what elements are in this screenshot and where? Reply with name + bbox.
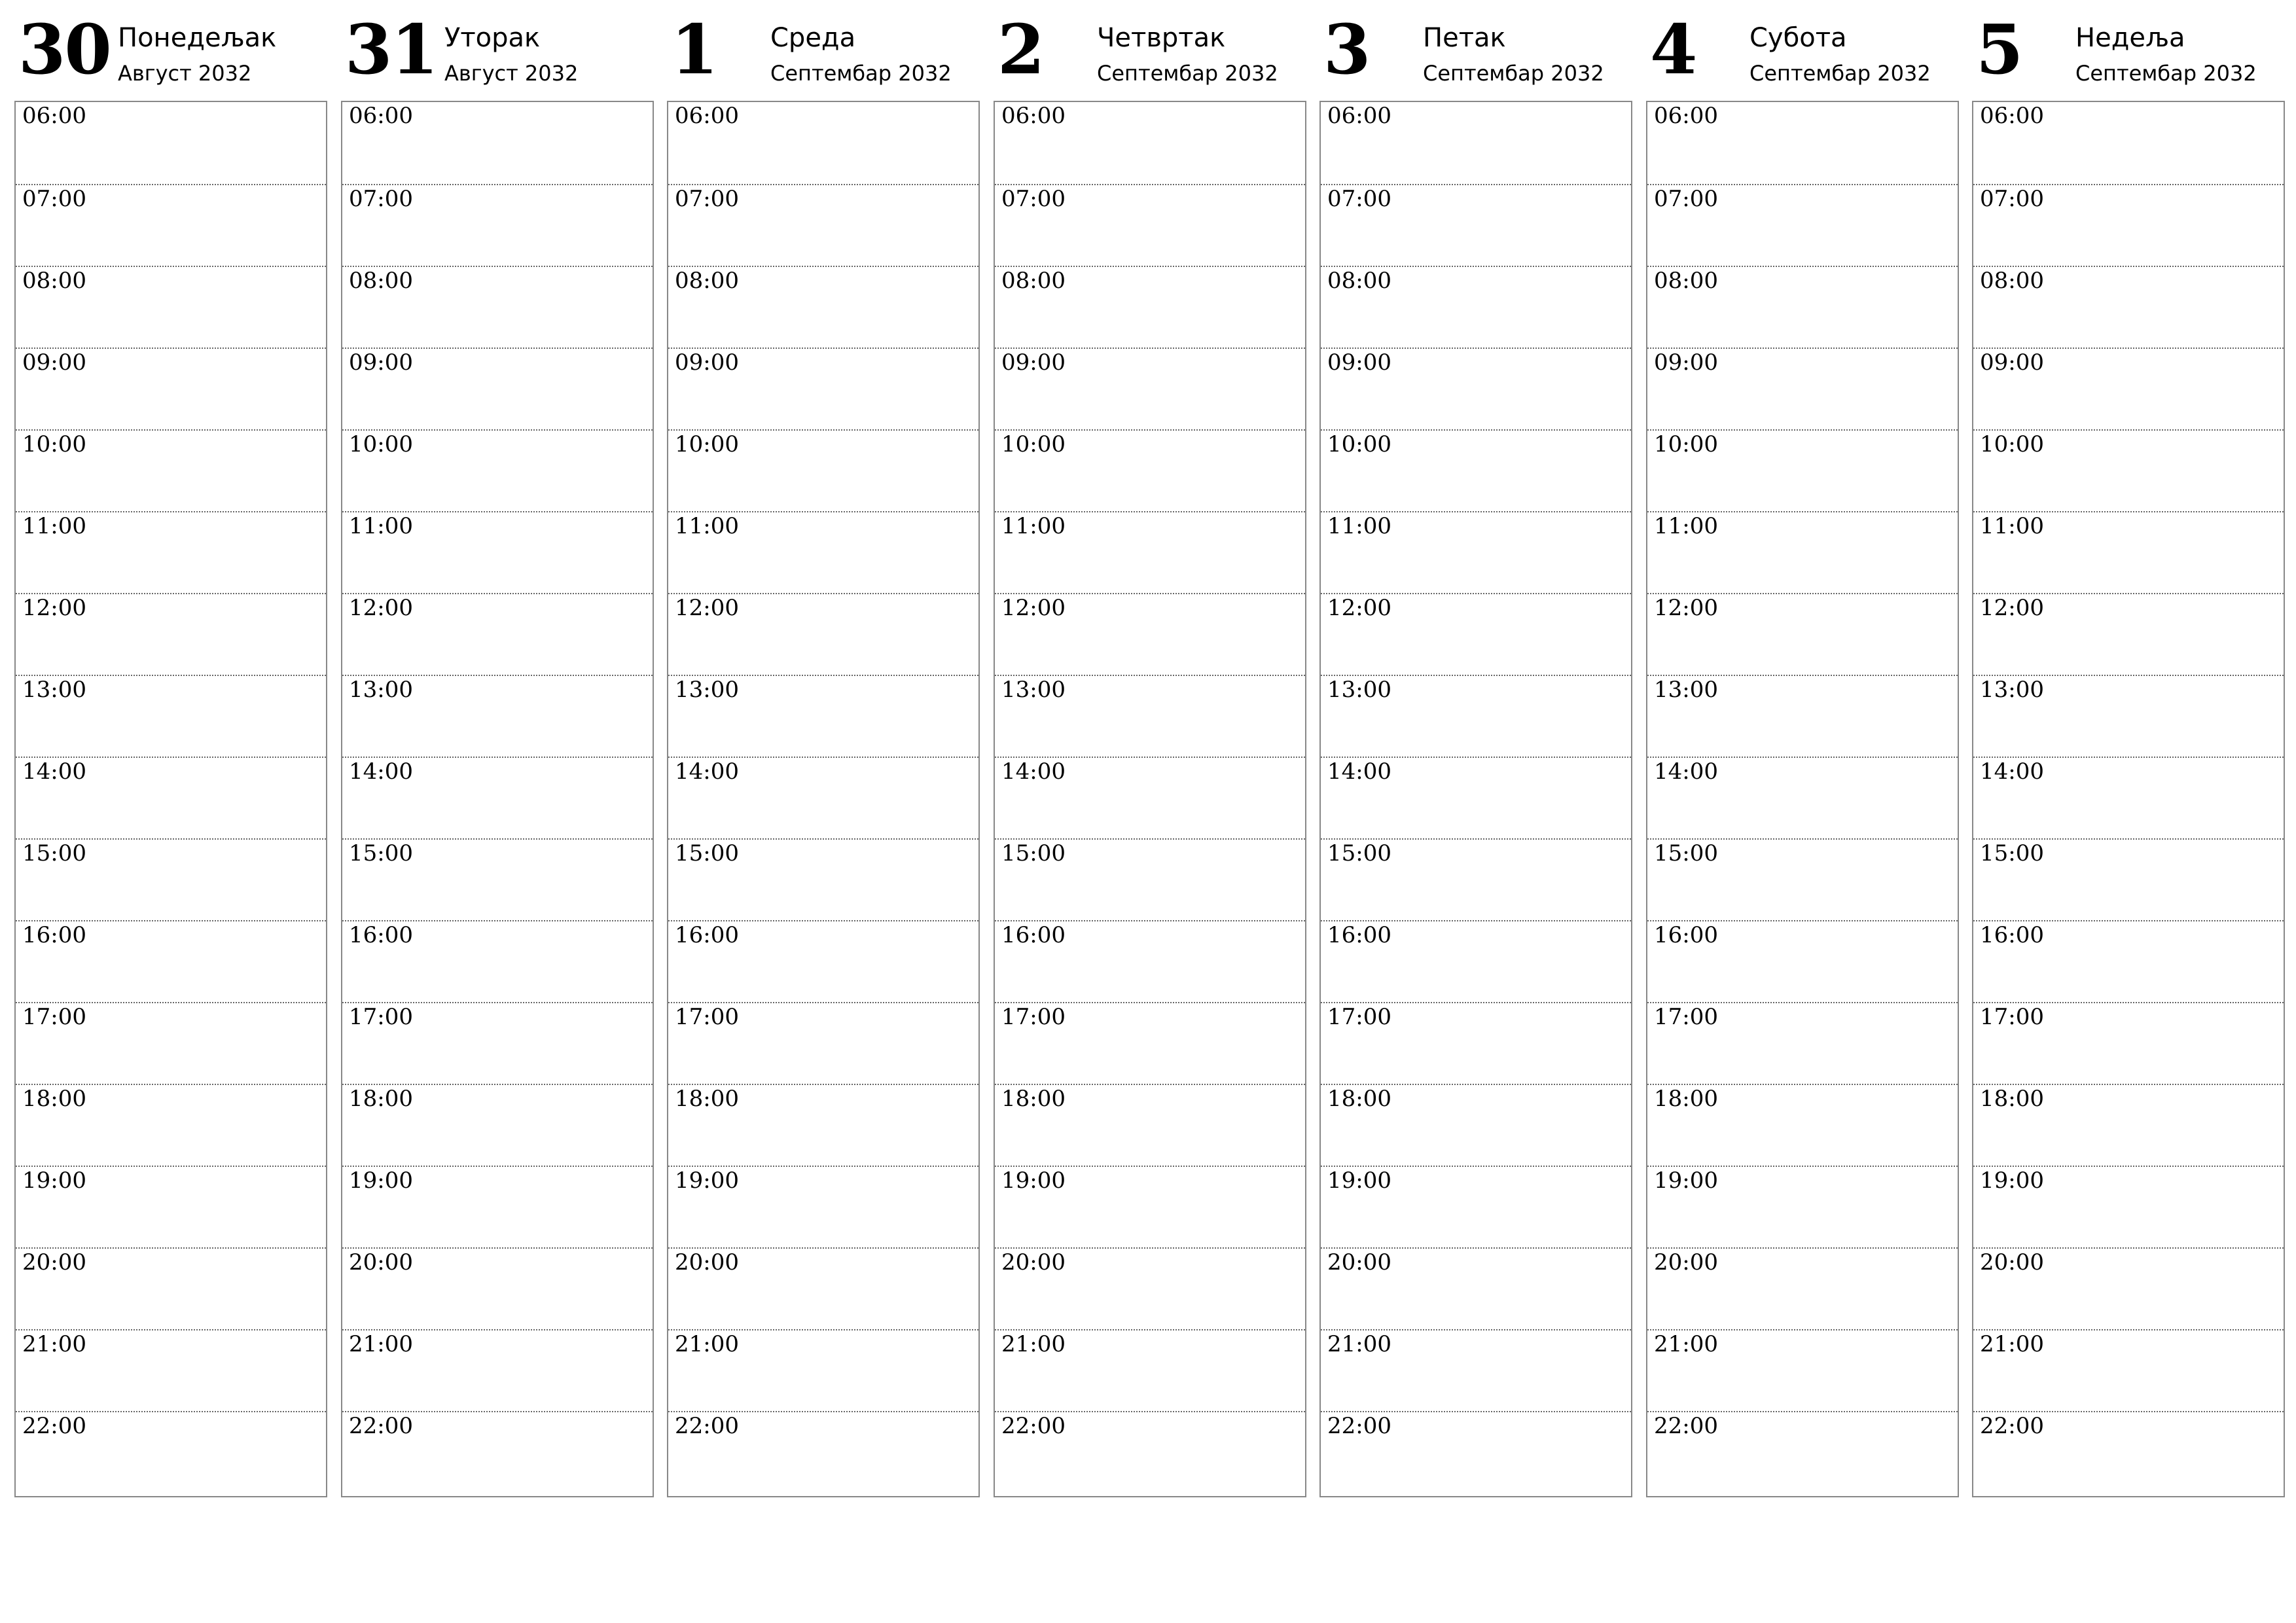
hour-label: 17:00 [1654, 1004, 1718, 1030]
hour-slot[interactable] [16, 1084, 326, 1167]
hour-label: 10:00 [1654, 431, 1718, 457]
hour-label: 07:00 [349, 186, 413, 212]
hour-slot[interactable] [1647, 1084, 1958, 1167]
hour-label: 07:00 [1001, 186, 1066, 212]
hour-slot[interactable] [1973, 1084, 2284, 1167]
hour-label: 22:00 [349, 1413, 413, 1439]
hour-slot[interactable] [16, 184, 326, 267]
hour-slot[interactable] [1321, 1002, 1631, 1085]
hour-label: 16:00 [1327, 922, 1391, 948]
hour-label: 18:00 [1327, 1086, 1391, 1112]
hour-slot[interactable] [16, 675, 326, 758]
hour-slot[interactable] [16, 429, 326, 512]
hour-slot[interactable] [1321, 593, 1631, 676]
hour-slot[interactable] [995, 266, 1305, 349]
day-header [1319, 0, 1632, 98]
hour-slot[interactable] [1973, 675, 2284, 758]
day-header [341, 0, 654, 98]
hour-label: 21:00 [22, 1331, 86, 1357]
hour-label: 06:00 [349, 103, 413, 129]
hour-label: 11:00 [349, 513, 413, 539]
hour-label: 15:00 [1980, 840, 2044, 866]
hour-label: 21:00 [349, 1331, 413, 1357]
day-schedule-box [1972, 101, 2285, 1497]
hour-slot[interactable] [16, 511, 326, 594]
hour-slot[interactable] [668, 102, 978, 184]
day-month: Септембар 2032 [1423, 61, 1604, 86]
hour-label: 18:00 [1980, 1086, 2044, 1112]
hour-slot[interactable] [1647, 1166, 1958, 1249]
hour-slot[interactable] [1973, 838, 2284, 921]
day-schedule-box [1646, 101, 1959, 1497]
hour-label: 11:00 [675, 513, 739, 539]
hour-slot[interactable] [342, 348, 653, 431]
hour-label: 13:00 [22, 677, 86, 703]
hour-slot[interactable] [1973, 511, 2284, 594]
hour-slot[interactable] [16, 757, 326, 840]
day-header [1972, 0, 2285, 98]
hour-slot[interactable] [668, 1329, 978, 1412]
hour-slot[interactable] [16, 920, 326, 1003]
hour-slot[interactable] [1321, 1411, 1631, 1494]
hour-label: 17:00 [22, 1004, 86, 1030]
hour-label: 13:00 [1980, 677, 2044, 703]
hour-slot[interactable] [668, 266, 978, 349]
hour-label: 09:00 [349, 349, 413, 376]
hour-slot[interactable] [1647, 348, 1958, 431]
hour-label: 08:00 [22, 268, 86, 294]
hour-label: 17:00 [675, 1004, 739, 1030]
hour-label: 12:00 [1654, 595, 1718, 621]
hour-slot[interactable] [995, 920, 1305, 1003]
hour-slot[interactable] [1321, 102, 1631, 184]
hour-label: 14:00 [1327, 758, 1391, 785]
day-header [1646, 0, 1959, 98]
hour-label: 07:00 [1327, 186, 1391, 212]
hour-label: 18:00 [675, 1086, 739, 1112]
day-month: Септембар 2032 [1749, 61, 1931, 86]
day-month: Август 2032 [118, 61, 252, 86]
day-schedule-box [1319, 101, 1632, 1497]
hour-label: 14:00 [22, 758, 86, 785]
hour-slot[interactable] [1973, 1247, 2284, 1330]
hour-slot[interactable] [995, 1247, 1305, 1330]
hour-label: 19:00 [22, 1168, 86, 1194]
hour-label: 12:00 [349, 595, 413, 621]
hour-label: 09:00 [22, 349, 86, 376]
hour-slot[interactable] [342, 184, 653, 267]
hour-label: 09:00 [1001, 349, 1066, 376]
hour-label: 17:00 [349, 1004, 413, 1030]
hour-slot[interactable] [1973, 920, 2284, 1003]
hour-slot[interactable] [1973, 757, 2284, 840]
day-name: Понедељак [118, 23, 277, 53]
hour-label: 07:00 [22, 186, 86, 212]
hour-label: 12:00 [675, 595, 739, 621]
hour-slot[interactable] [1321, 511, 1631, 594]
hour-slot[interactable] [1321, 184, 1631, 267]
hour-slot[interactable] [668, 838, 978, 921]
hour-slot[interactable] [342, 1329, 653, 1412]
hour-label: 21:00 [675, 1331, 739, 1357]
hour-label: 15:00 [22, 840, 86, 866]
hour-label: 06:00 [22, 103, 86, 129]
hour-label: 20:00 [1327, 1249, 1391, 1275]
hour-slot[interactable] [1647, 1329, 1958, 1412]
hour-label: 08:00 [349, 268, 413, 294]
day-number: 31 [345, 9, 437, 90]
hour-label: 10:00 [349, 431, 413, 457]
hour-label: 19:00 [1327, 1168, 1391, 1194]
hour-slot[interactable] [342, 838, 653, 921]
hour-label: 08:00 [1327, 268, 1391, 294]
hour-slot[interactable] [342, 429, 653, 512]
hour-slot[interactable] [995, 838, 1305, 921]
hour-slot[interactable] [1973, 266, 2284, 349]
hour-label: 14:00 [349, 758, 413, 785]
day-number: 1 [671, 9, 717, 90]
day-name: Петак [1423, 23, 1506, 53]
day-schedule-box [667, 101, 980, 1497]
hour-slot[interactable] [995, 184, 1305, 267]
hour-slot[interactable] [16, 348, 326, 431]
hour-label: 15:00 [675, 840, 739, 866]
hour-label: 18:00 [1654, 1086, 1718, 1112]
hour-slot[interactable] [1973, 348, 2284, 431]
hour-label: 08:00 [1654, 268, 1718, 294]
day-number: 2 [997, 9, 1044, 90]
hour-label: 22:00 [675, 1413, 739, 1439]
hour-label: 13:00 [349, 677, 413, 703]
hour-label: 16:00 [1654, 922, 1718, 948]
hour-label: 14:00 [675, 758, 739, 785]
hour-slot[interactable] [1321, 429, 1631, 512]
hour-label: 11:00 [1980, 513, 2044, 539]
hour-label: 13:00 [1001, 677, 1066, 703]
hour-label: 07:00 [675, 186, 739, 212]
day-month: Август 2032 [444, 61, 579, 86]
hour-label: 18:00 [1001, 1086, 1066, 1112]
hour-slot[interactable] [1973, 1166, 2284, 1249]
hour-slot[interactable] [995, 102, 1305, 184]
hour-label: 10:00 [1001, 431, 1066, 457]
hour-label: 08:00 [1001, 268, 1066, 294]
hour-slot[interactable] [1647, 429, 1958, 512]
hour-label: 11:00 [1327, 513, 1391, 539]
hour-slot[interactable] [342, 593, 653, 676]
hour-slot[interactable] [1647, 920, 1958, 1003]
hour-slot[interactable] [342, 675, 653, 758]
hour-slot[interactable] [1973, 429, 2284, 512]
hour-slot[interactable] [1973, 1329, 2284, 1412]
hour-label: 15:00 [1327, 840, 1391, 866]
hour-slot[interactable] [995, 1411, 1305, 1494]
day-schedule-box [14, 101, 327, 1497]
day-number: 30 [18, 9, 111, 90]
hour-label: 16:00 [22, 922, 86, 948]
hour-slot[interactable] [995, 1166, 1305, 1249]
hour-slot[interactable] [342, 102, 653, 184]
hour-slot[interactable] [16, 1411, 326, 1494]
hour-label: 08:00 [1980, 268, 2044, 294]
hour-label: 21:00 [1654, 1331, 1718, 1357]
hour-label: 17:00 [1980, 1004, 2044, 1030]
hour-label: 13:00 [675, 677, 739, 703]
hour-slot[interactable] [342, 757, 653, 840]
hour-label: 18:00 [22, 1086, 86, 1112]
hour-slot[interactable] [1647, 511, 1958, 594]
hour-label: 11:00 [22, 513, 86, 539]
hour-label: 10:00 [22, 431, 86, 457]
day-header [14, 0, 327, 98]
hour-slot[interactable] [1321, 1247, 1631, 1330]
hour-label: 12:00 [1001, 595, 1066, 621]
hour-label: 14:00 [1980, 758, 2044, 785]
hour-slot[interactable] [668, 593, 978, 676]
day-name: Среда [770, 23, 856, 53]
day-schedule-box [994, 101, 1306, 1497]
hour-slot[interactable] [1321, 838, 1631, 921]
hour-slot[interactable] [1973, 1411, 2284, 1494]
hour-slot[interactable] [342, 920, 653, 1003]
hour-label: 20:00 [1980, 1249, 2044, 1275]
hour-label: 09:00 [1327, 349, 1391, 376]
hour-slot[interactable] [668, 184, 978, 267]
hour-label: 22:00 [1327, 1413, 1391, 1439]
hour-label: 10:00 [1327, 431, 1391, 457]
hour-slot[interactable] [1647, 102, 1958, 184]
hour-label: 18:00 [349, 1086, 413, 1112]
hour-label: 16:00 [1980, 922, 2044, 948]
hour-slot[interactable] [342, 1411, 653, 1494]
hour-label: 20:00 [22, 1249, 86, 1275]
hour-label: 17:00 [1001, 1004, 1066, 1030]
hour-label: 07:00 [1654, 186, 1718, 212]
hour-slot[interactable] [668, 1084, 978, 1167]
hour-label: 08:00 [675, 268, 739, 294]
hour-label: 17:00 [1327, 1004, 1391, 1030]
hour-slot[interactable] [668, 757, 978, 840]
hour-label: 21:00 [1327, 1331, 1391, 1357]
hour-label: 19:00 [1001, 1168, 1066, 1194]
hour-slot[interactable] [1321, 920, 1631, 1003]
hour-label: 21:00 [1001, 1331, 1066, 1357]
hour-label: 20:00 [349, 1249, 413, 1275]
hour-slot[interactable] [668, 1166, 978, 1249]
hour-slot[interactable] [16, 838, 326, 921]
hour-label: 06:00 [1327, 103, 1391, 129]
hour-slot[interactable] [995, 1329, 1305, 1412]
day-number: 3 [1323, 9, 1370, 90]
hour-slot[interactable] [995, 348, 1305, 431]
hour-slot[interactable] [1973, 1002, 2284, 1085]
hour-slot[interactable] [1647, 593, 1958, 676]
hour-label: 15:00 [1001, 840, 1066, 866]
hour-slot[interactable] [668, 1411, 978, 1494]
day-schedule-box [341, 101, 654, 1497]
hour-slot[interactable] [16, 1002, 326, 1085]
hour-label: 16:00 [675, 922, 739, 948]
hour-slot[interactable] [1647, 757, 1958, 840]
hour-label: 09:00 [675, 349, 739, 376]
hour-slot[interactable] [1647, 184, 1958, 267]
hour-slot[interactable] [995, 429, 1305, 512]
day-month: Септембар 2032 [770, 61, 952, 86]
day-month: Септембар 2032 [1097, 61, 1278, 86]
hour-slot[interactable] [995, 511, 1305, 594]
hour-label: 22:00 [1001, 1413, 1066, 1439]
hour-label: 14:00 [1654, 758, 1718, 785]
hour-label: 10:00 [1980, 431, 2044, 457]
hour-label: 22:00 [22, 1413, 86, 1439]
hour-slot[interactable] [1321, 757, 1631, 840]
hour-label: 20:00 [1654, 1249, 1718, 1275]
day-number: 5 [1976, 9, 2022, 90]
hour-slot[interactable] [995, 675, 1305, 758]
hour-slot[interactable] [1321, 348, 1631, 431]
hour-label: 15:00 [1654, 840, 1718, 866]
hour-label: 11:00 [1001, 513, 1066, 539]
hour-slot[interactable] [995, 1084, 1305, 1167]
hour-slot[interactable] [1647, 1247, 1958, 1330]
day-name: Четвртак [1097, 23, 1226, 53]
hour-label: 12:00 [22, 595, 86, 621]
hour-label: 07:00 [1980, 186, 2044, 212]
hour-label: 20:00 [675, 1249, 739, 1275]
hour-label: 06:00 [1001, 103, 1066, 129]
day-name: Субота [1749, 23, 1847, 53]
hour-slot[interactable] [1647, 266, 1958, 349]
hour-label: 13:00 [1327, 677, 1391, 703]
hour-label: 12:00 [1327, 595, 1391, 621]
hour-slot[interactable] [668, 675, 978, 758]
hour-label: 22:00 [1980, 1413, 2044, 1439]
hour-slot[interactable] [668, 348, 978, 431]
hour-slot[interactable] [668, 511, 978, 594]
hour-slot[interactable] [1321, 266, 1631, 349]
day-name: Недеља [2075, 23, 2185, 53]
hour-slot[interactable] [16, 1329, 326, 1412]
hour-slot[interactable] [668, 1002, 978, 1085]
hour-label: 12:00 [1980, 595, 2044, 621]
hour-slot[interactable] [995, 757, 1305, 840]
hour-label: 15:00 [349, 840, 413, 866]
hour-label: 09:00 [1654, 349, 1718, 376]
hour-label: 22:00 [1654, 1413, 1718, 1439]
day-header [994, 0, 1306, 98]
hour-slot[interactable] [16, 593, 326, 676]
hour-label: 19:00 [1980, 1168, 2044, 1194]
hour-slot[interactable] [995, 593, 1305, 676]
hour-slot[interactable] [1647, 838, 1958, 921]
hour-label: 10:00 [675, 431, 739, 457]
hour-slot[interactable] [1647, 1002, 1958, 1085]
hour-slot[interactable] [342, 511, 653, 594]
hour-slot[interactable] [16, 1166, 326, 1249]
hour-label: 20:00 [1001, 1249, 1066, 1275]
hour-slot[interactable] [1321, 675, 1631, 758]
hour-slot[interactable] [668, 429, 978, 512]
hour-slot[interactable] [342, 1084, 653, 1167]
hour-label: 06:00 [1980, 103, 2044, 129]
hour-slot[interactable] [342, 266, 653, 349]
hour-label: 21:00 [1980, 1331, 2044, 1357]
hour-slot[interactable] [342, 1247, 653, 1330]
hour-slot[interactable] [1321, 1084, 1631, 1167]
hour-slot[interactable] [1647, 675, 1958, 758]
hour-label: 13:00 [1654, 677, 1718, 703]
hour-slot[interactable] [668, 1247, 978, 1330]
hour-slot[interactable] [342, 1002, 653, 1085]
day-number: 4 [1650, 9, 1696, 90]
hour-slot[interactable] [1321, 1329, 1631, 1412]
day-month: Септембар 2032 [2075, 61, 2257, 86]
hour-slot[interactable] [342, 1166, 653, 1249]
hour-label: 16:00 [1001, 922, 1066, 948]
hour-slot[interactable] [16, 102, 326, 184]
hour-label: 14:00 [1001, 758, 1066, 785]
hour-slot[interactable] [1973, 102, 2284, 184]
hour-slot[interactable] [1973, 184, 2284, 267]
day-header [667, 0, 980, 98]
hour-slot[interactable] [995, 1002, 1305, 1085]
hour-label: 09:00 [1980, 349, 2044, 376]
hour-slot[interactable] [1973, 593, 2284, 676]
hour-label: 06:00 [1654, 103, 1718, 129]
hour-label: 16:00 [349, 922, 413, 948]
hour-slot[interactable] [1647, 1411, 1958, 1494]
hour-label: 19:00 [349, 1168, 413, 1194]
hour-slot[interactable] [1321, 1166, 1631, 1249]
hour-slot[interactable] [16, 1247, 326, 1330]
hour-slot[interactable] [16, 266, 326, 349]
hour-label: 06:00 [675, 103, 739, 129]
hour-label: 11:00 [1654, 513, 1718, 539]
hour-slot[interactable] [668, 920, 978, 1003]
day-name: Уторак [444, 23, 541, 53]
hour-label: 19:00 [1654, 1168, 1718, 1194]
hour-label: 19:00 [675, 1168, 739, 1194]
